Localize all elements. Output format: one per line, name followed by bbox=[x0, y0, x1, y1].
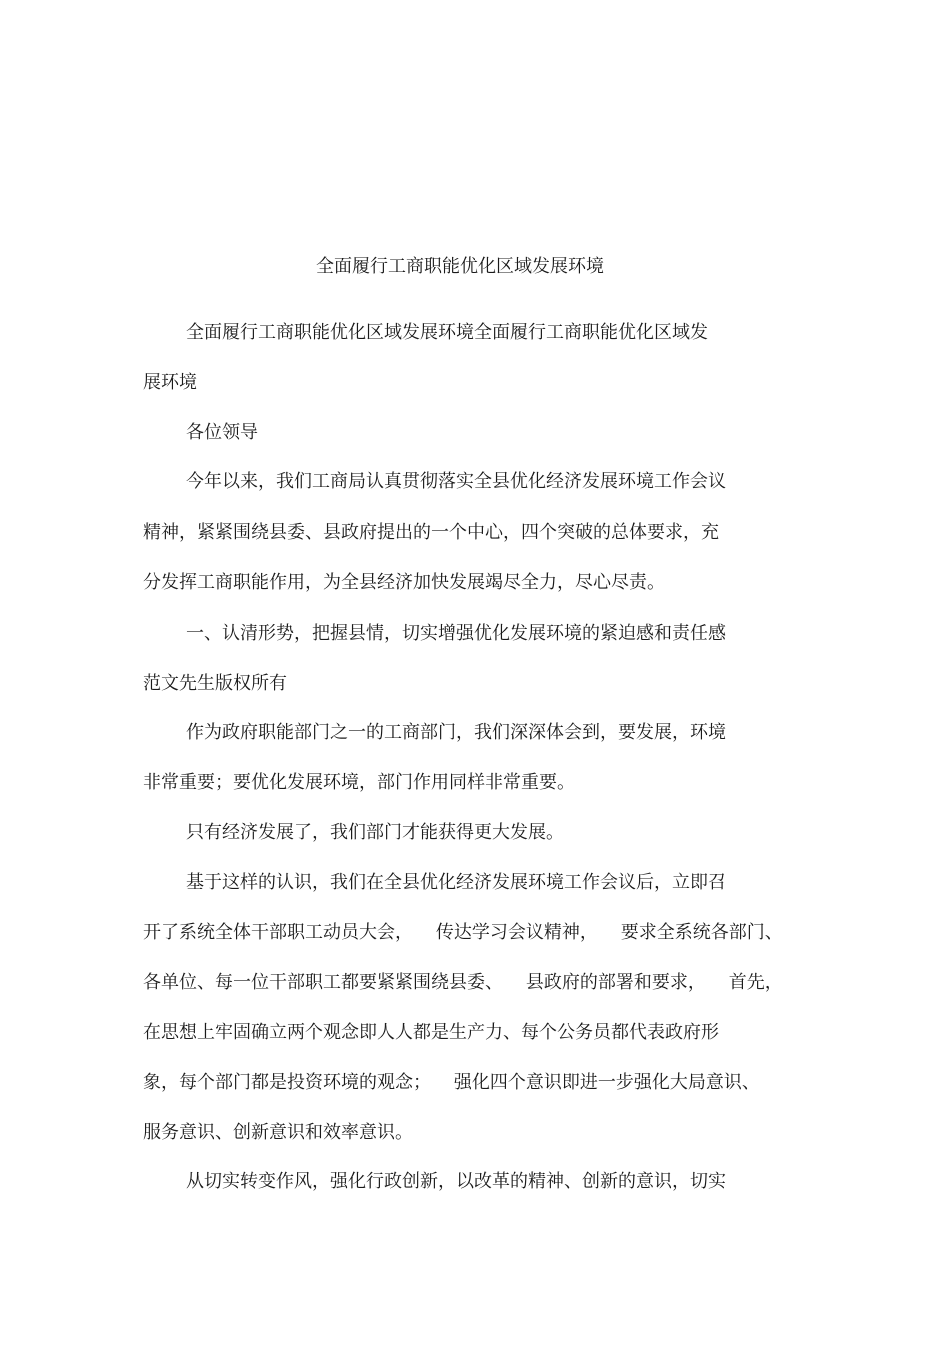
paragraph-line: 在思想上牢固确立两个观念即人人都是生产力、每个公务员都代表政府形 bbox=[143, 1022, 719, 1043]
paragraph-line: 作为政府职能部门之一的工商部门，我们深深体会到，要发展，环境 bbox=[186, 722, 726, 743]
paragraph-line: 开了系统全体干部职工动员大会， 传达学习会议精神， 要求全系统各部门、 bbox=[143, 922, 783, 943]
document-title: 全面履行工商职能优化区域发展环境 bbox=[316, 256, 604, 277]
paragraph-line: 非常重要；要优化发展环境，部门作用同样非常重要。 bbox=[143, 772, 575, 793]
paragraph-line: 全面履行工商职能优化区域发展环境全面履行工商职能优化区域发 bbox=[186, 322, 708, 343]
paragraph-line: 基于这样的认识，我们在全县优化经济发展环境工作会议后，立即召 bbox=[186, 872, 726, 893]
salutation: 各位领导 bbox=[186, 422, 258, 443]
paragraph-line: 各单位、每一位干部职工都要紧紧围绕县委、 县政府的部署和要求， 首先， bbox=[143, 972, 783, 993]
paragraph-line: 象，每个部门都是投资环境的观念； 强化四个意识即进一步强化大局意识、 bbox=[143, 1072, 760, 1093]
paragraph-line: 今年以来，我们工商局认真贯彻落实全县优化经济发展环境工作会议 bbox=[186, 471, 726, 492]
paragraph-line: 从切实转变作风，强化行政创新，以改革的精神、创新的意识，切实 bbox=[186, 1171, 726, 1192]
paragraph-line: 展环境 bbox=[143, 372, 197, 393]
paragraph-line: 精神，紧紧围绕县委、县政府提出的一个中心，四个突破的总体要求，充 bbox=[143, 522, 719, 543]
paragraph-line: 分发挥工商职能作用，为全县经济加快发展竭尽全力，尽心尽责。 bbox=[143, 572, 665, 593]
section-heading: 一、认清形势，把握县情，切实增强优化发展环境的紧迫感和责任感 bbox=[186, 623, 726, 644]
paragraph-line: 范文先生版权所有 bbox=[143, 673, 287, 694]
paragraph-line: 服务意识、创新意识和效率意识。 bbox=[143, 1122, 413, 1143]
paragraph-line: 只有经济发展了，我们部门才能获得更大发展。 bbox=[186, 822, 564, 843]
